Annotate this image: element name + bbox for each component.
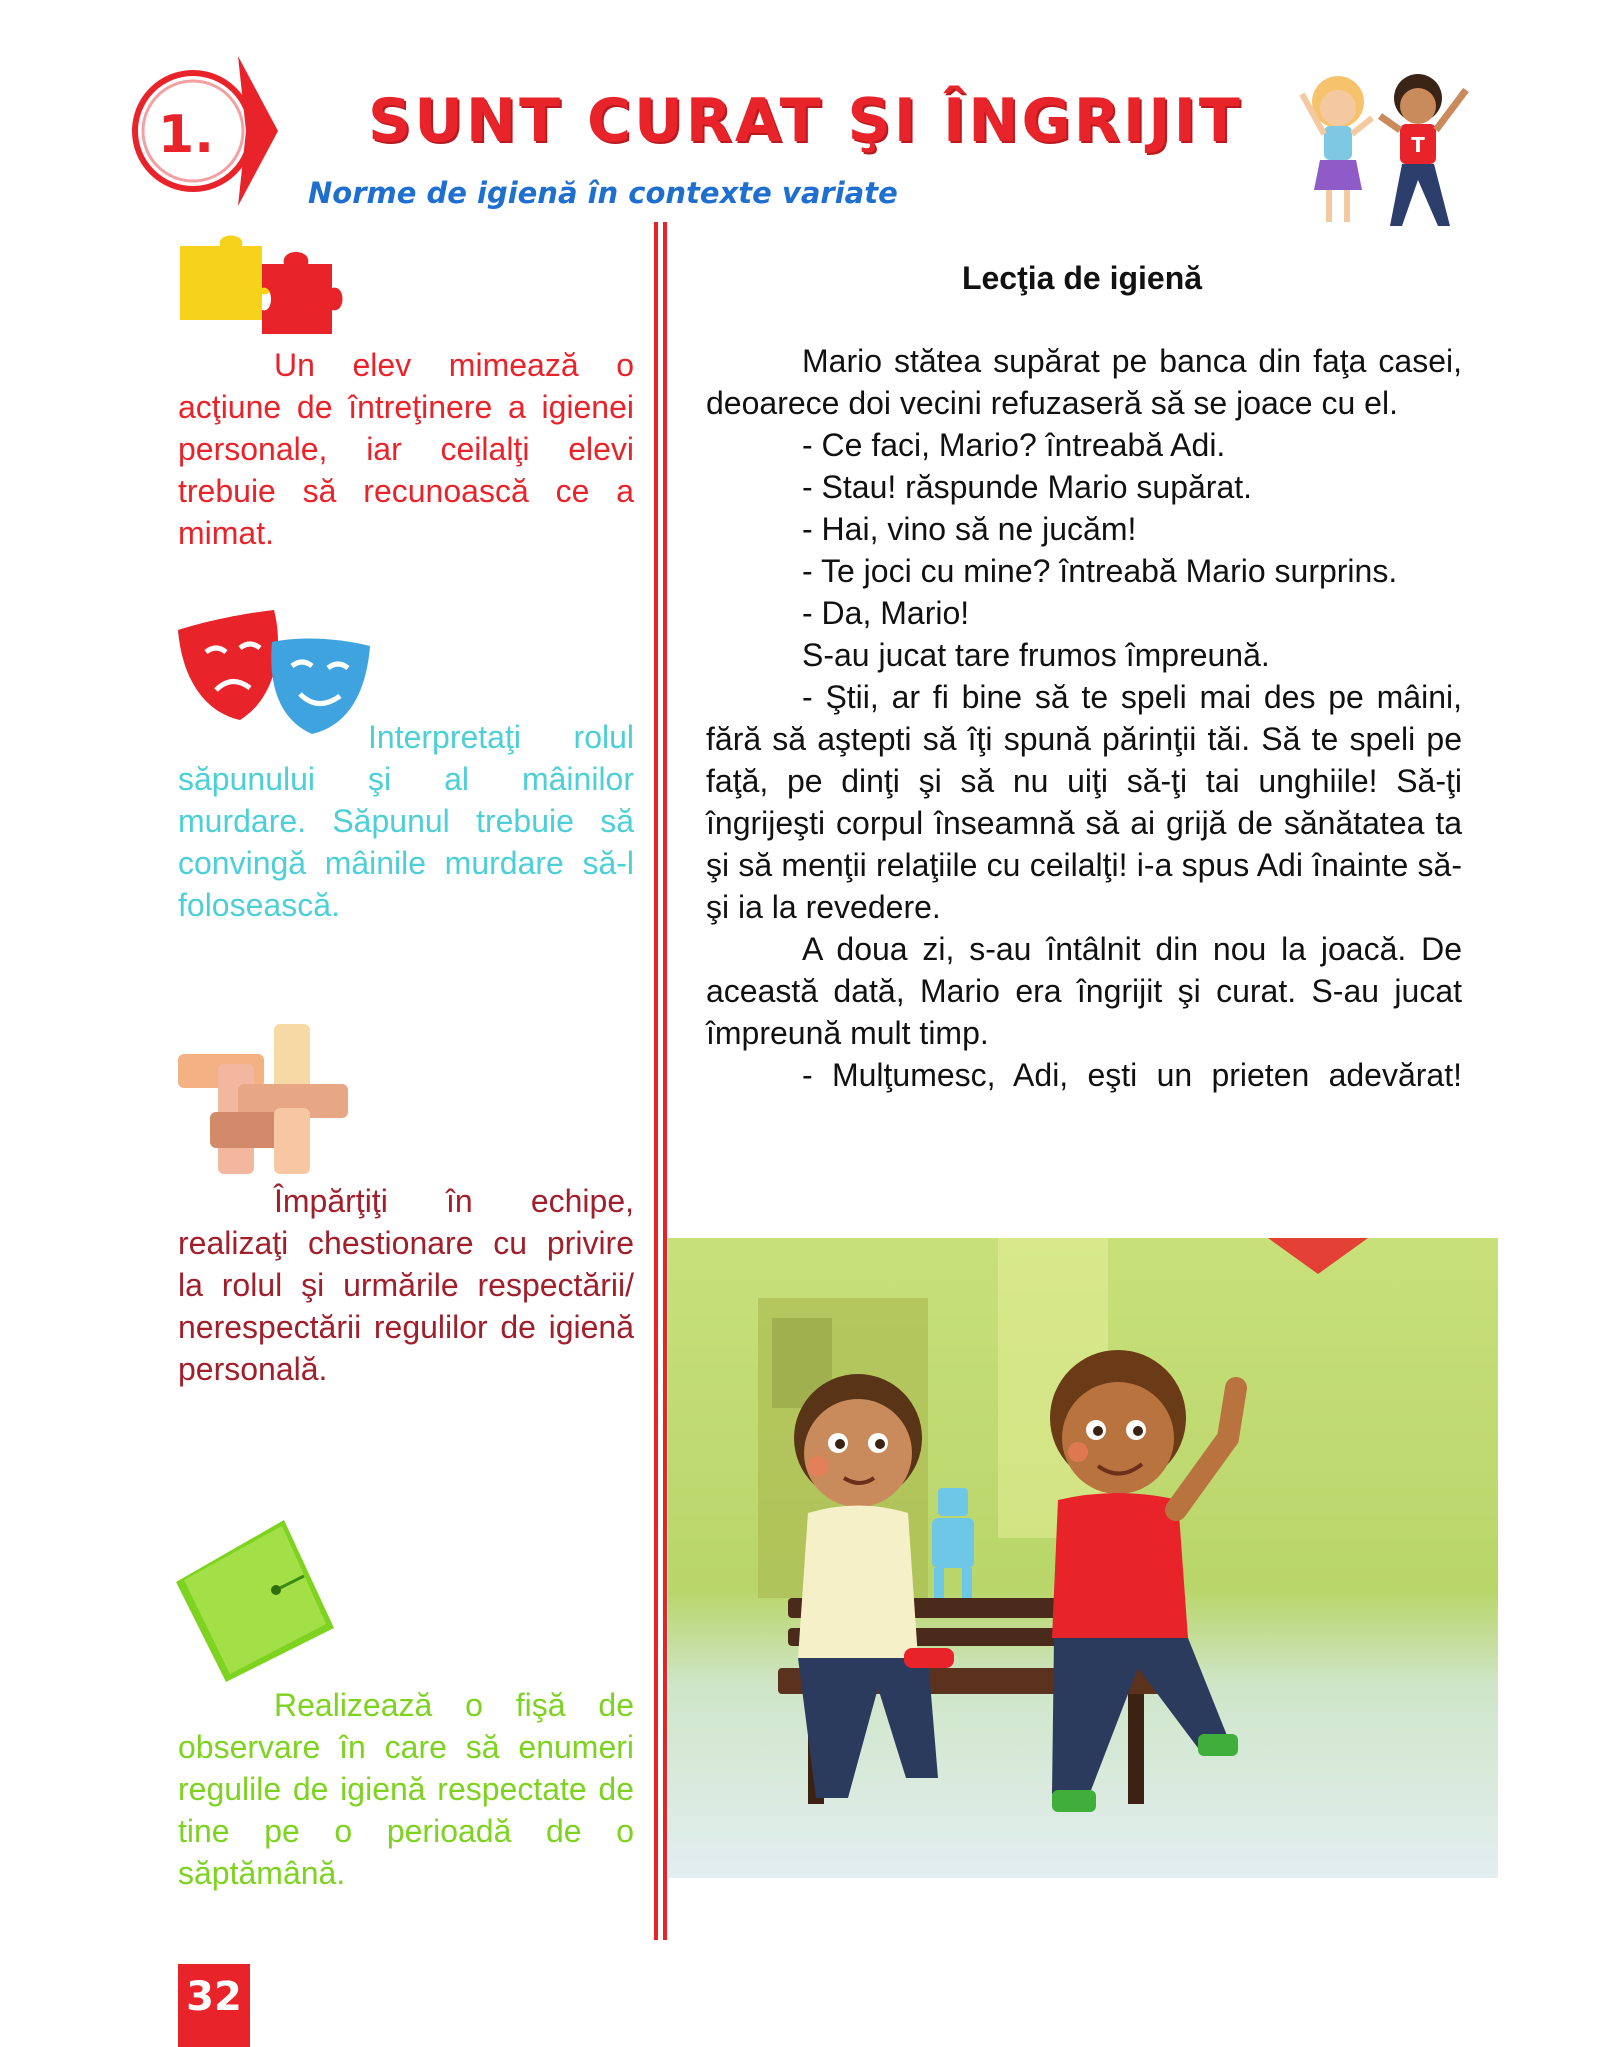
story-text — [706, 340, 1462, 1096]
activity-questionnaire — [178, 1180, 634, 1390]
activity-mime — [178, 344, 634, 554]
kids-waving-icon — [1290, 64, 1480, 234]
friends-on-bench-illustration — [668, 1238, 1498, 1878]
story-paragraph: - Mulţumesc, Adi, eşti un prieten adevărat! — [802, 1057, 1462, 1093]
activity-soap-roleplay — [178, 716, 634, 926]
story-paragraph: - Ştii, ar fi bine să te speli mai des pe mâini, fără să aştepti să îţi spună părinţii tăi. Să te speli pe faţă, pe dinţi şi să nu uiţi să-ţi tai unghiile! Să-ţi îngrijeşti corpul înseamnă să ai grijă de sănătatea ta şi să menţii relaţiile cu ceilalţi! i-a spus Adi înainte să-şi ia la revedere. — [706, 679, 1462, 925]
page-subtitle: Norme de igienă în contexte variate — [308, 176, 898, 210]
story-paragraph: - Hai, vino să ne jucăm! — [802, 511, 1137, 547]
lesson-number-badge — [128, 56, 278, 206]
lesson-title: Lecţia de igienă — [961, 260, 1203, 296]
story-paragraph: - Da, Mario! — [802, 595, 970, 631]
activity-mime-text: Un elev mimează o acţiune de întreţinere a igienei personale, iar ceilalţi elevi trebuie să recunoască ce a mimat. — [178, 347, 634, 551]
column-divider — [654, 222, 668, 1940]
story-paragraph: Mario stătea supărat pe banca din faţa casei, deoarece doi vecini refuzaseră să se joace cu el. — [706, 343, 1462, 421]
page-number: 32 — [186, 1974, 242, 2020]
activity-observation-sheet — [178, 1684, 634, 1894]
activity-questionnaire-text: Împărţiţi în echipe, realizaţi chestionare cu privire la rolul şi urmările respectării/ nerespectării regulilor de igienă personală. — [178, 1183, 634, 1387]
story-paragraph: - Ce faci, Mario? întreabă Adi. — [802, 427, 1226, 463]
story-paragraph: - Stau! răspunde Mario supărat. — [802, 469, 1253, 505]
page-title: SUNT CURAT ŞI ÎNGRIJIT — [368, 86, 1243, 156]
lesson-number: 1. — [158, 105, 214, 165]
story-paragraph: - Te joci cu mine? întreabă Mario surprins. — [802, 553, 1398, 589]
svg-text:T: T — [1411, 133, 1425, 157]
activity-soap-roleplay-text: Interpretaţi rolul săpunului şi al mâinilor murdare. Săpunul trebuie să convingă mâinile murdare să-l folosească. — [178, 719, 634, 923]
joined-hands-icon — [178, 1024, 350, 1174]
story-paragraph: S-au jucat tare frumos împreună. — [802, 637, 1270, 673]
story-paragraph: A doua zi, s-au întâlnit din nou la joacă. De această dată, Mario era îngrijit şi curat. S-au jucat împreună mult timp. — [706, 931, 1462, 1051]
folder-icon — [176, 1520, 350, 1682]
activity-observation-sheet-text: Realizează o fişă de observare în care să enumeri regulile de igienă respectate de tine pe o perioadă de o săptămână. — [178, 1687, 634, 1891]
puzzle-icon — [176, 228, 354, 344]
